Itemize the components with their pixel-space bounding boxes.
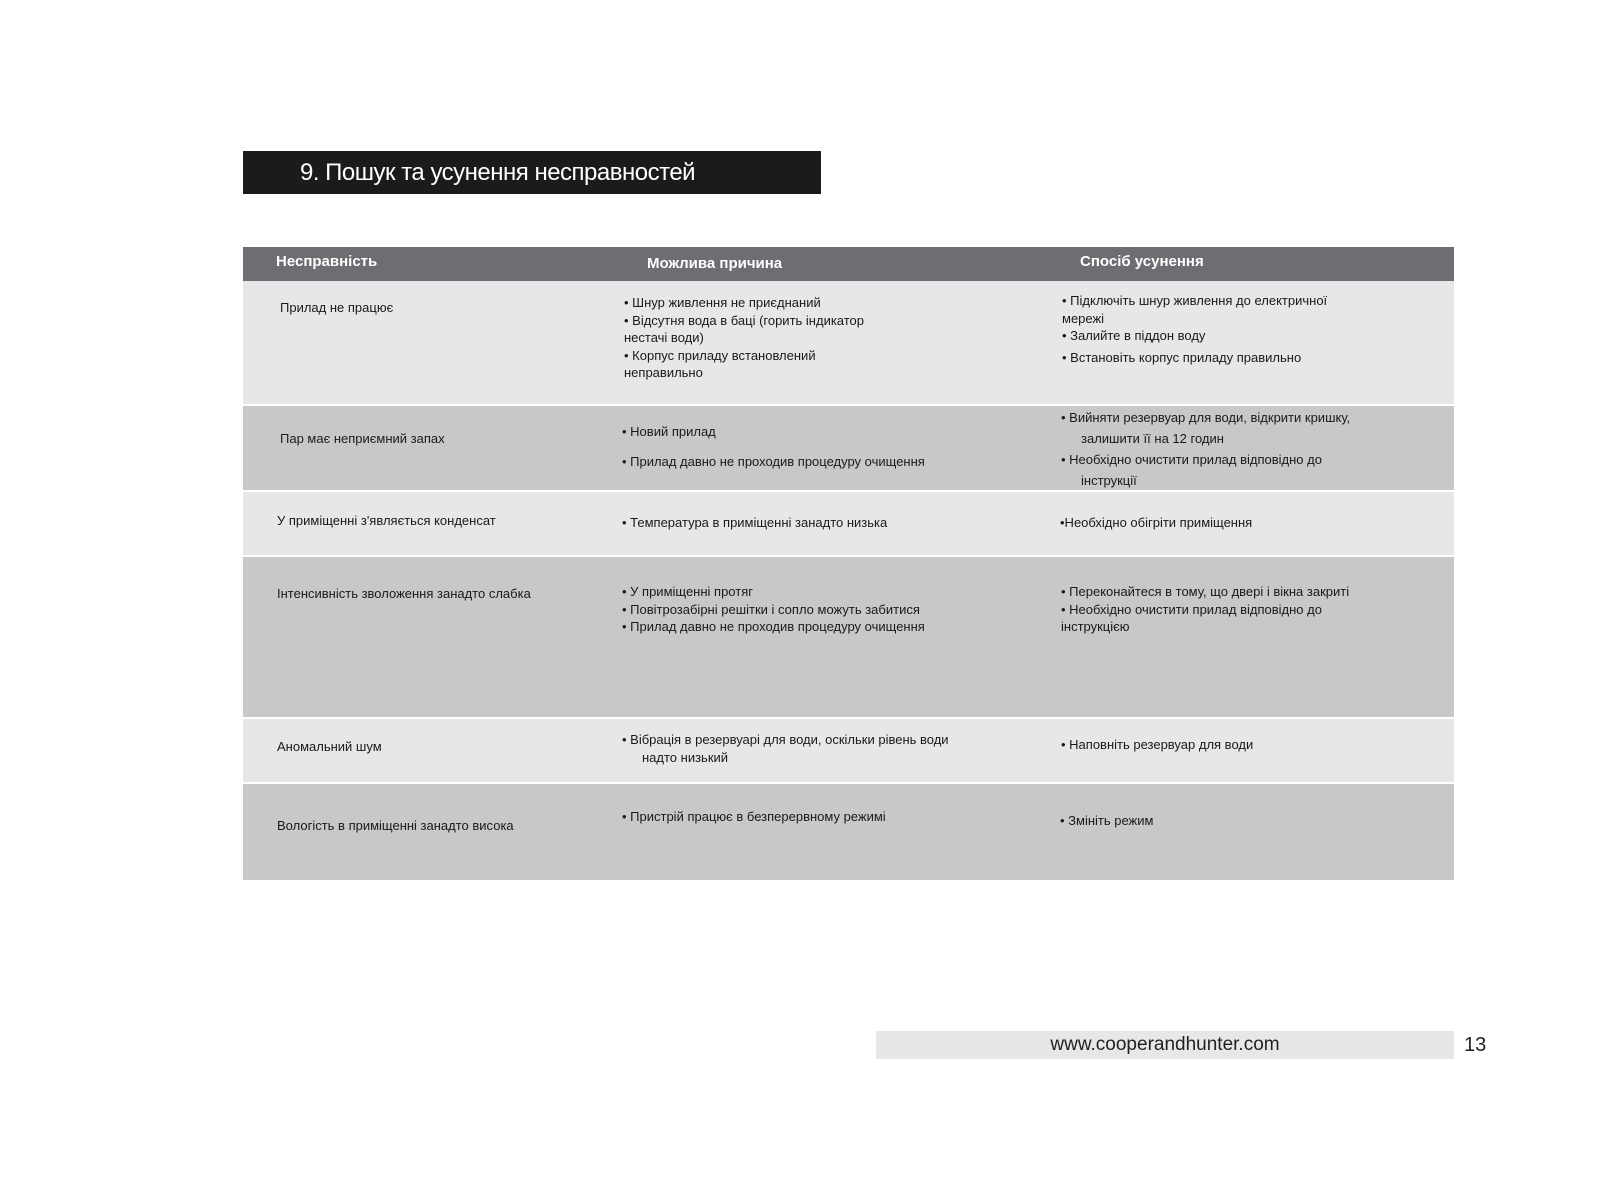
row-solution: • Змініть режим (1060, 813, 1154, 828)
header-cause: Можлива причина (647, 255, 783, 272)
row-solution: •Необхідно обігріти приміщення (1060, 515, 1253, 530)
row-problem: Вологість в приміщенні занадто висока (277, 818, 514, 833)
row-problem: Прилад не працює (280, 300, 394, 315)
troubleshooting-table (243, 247, 1454, 880)
header-solution: Спосіб усунення (1080, 253, 1204, 270)
section-title: 9. Пошук та усунення несправностей (243, 151, 821, 194)
row-solution: • Підключіть шнур живлення до електричної мережі • Залийте в піддон воду • Встановіть корпус приладу правильно (1062, 293, 1328, 365)
table-row (243, 406, 1454, 492)
row-problem: Аномальний шум (277, 739, 382, 754)
row-problem: У приміщенні з'являється конденсат (277, 513, 496, 528)
page-number: 13 (1464, 1034, 1487, 1056)
row-cause: • У приміщенні протяг • Повітрозабірні решітки і сопло можуть забитися • Прилад давно не проходив процедуру очищення (622, 584, 925, 634)
row-solution: • Наповніть резервуар для води (1061, 737, 1254, 752)
row-cause: • Пристрій працює в безперервному режимі (622, 809, 886, 824)
website-url: www.cooperandhunter.com (876, 1031, 1454, 1059)
row-problem: Інтенсивність зволоження занадто слабка (277, 586, 531, 601)
row-cause: • Новий прилад • Прилад давно не проходив процедуру очищення (622, 424, 925, 469)
table-row (243, 557, 1454, 719)
row-problem: Пар має неприємний запах (280, 431, 445, 446)
table-row (243, 719, 1454, 784)
row-cause: • Шнур живлення не приєднаний • Відсутня вода в баці (горить індикатор нестачі води) • Корпус приладу встановлений неправильно (624, 295, 865, 380)
row-cause: • Вібрація в резервуарі для води, оскільки рівень води надто низький (622, 732, 949, 765)
row-cause: • Температура в приміщенні занадто низька (622, 515, 888, 530)
row-solution: • Вийняти резервуар для води, відкрити кришку, залишити її на 12 годин • Необхідно очистити прилад відповідно до інструкції (1061, 410, 1351, 488)
row-solution: • Переконайтеся в тому, що двері і вікна закриті • Необхідно очистити прилад відповідно до інструкцією (1061, 584, 1350, 634)
table-header (243, 247, 1454, 281)
header-problem: Несправність (276, 253, 378, 270)
table-row (243, 281, 1454, 406)
table-row (243, 784, 1454, 880)
table-row (243, 492, 1454, 557)
